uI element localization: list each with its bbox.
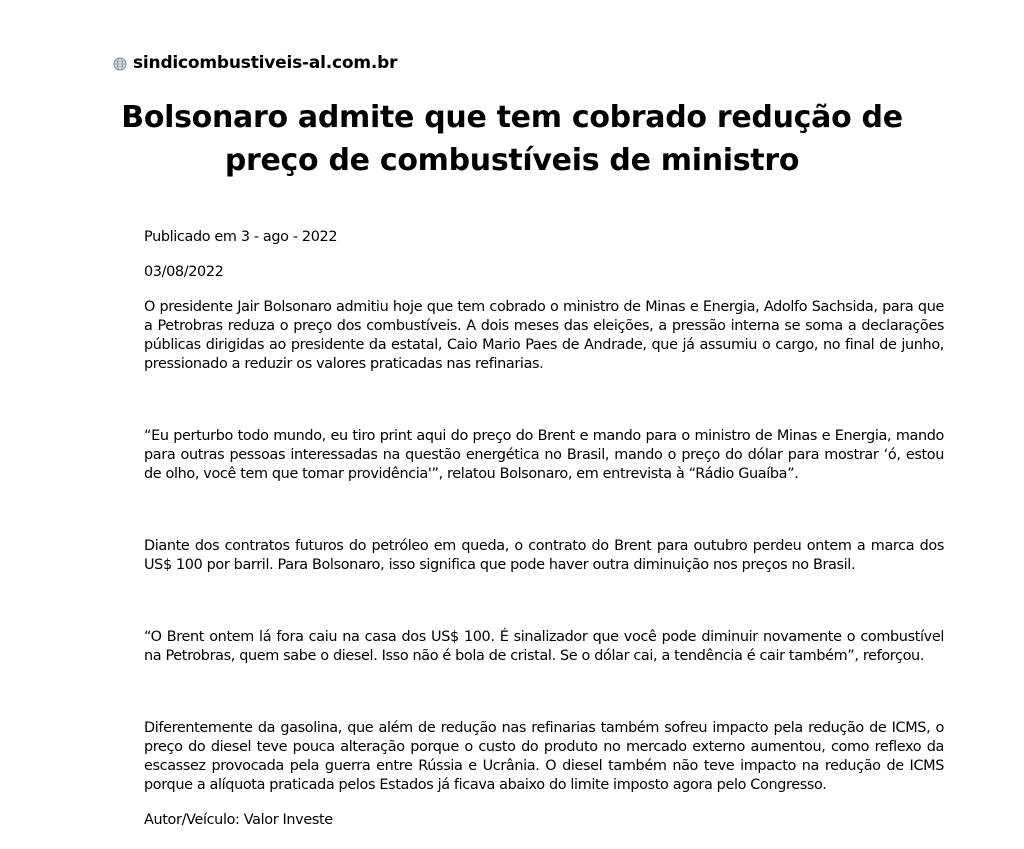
article-date: 03/08/2022 (144, 264, 224, 280)
globe-icon (113, 56, 127, 70)
article-paragraph: Diante dos contratos futuros do petróleo em queda, o contrato do Brent para outubro perdeu ontem a marca dos US$ 100 por barril. Para Bolsonaro, isso significa que pode haver outra diminuição nos preços no Brasil. (144, 538, 944, 573)
article-title: Bolsonaro admite que tem cobrado redução de preço de combustíveis de ministro (121, 100, 903, 178)
article-author: Autor/Veículo: Valor Investe (144, 812, 333, 828)
article-paragraph: “Eu perturbo todo mundo, eu tiro print aqui do preço do Brent e mando para o ministro de Minas e Energia, mando para outras pessoas interessadas na questão energética no Brasil, mando o preço do dólar para mostrar ‘ó, estou de olho, você tem que tomar providência'”, relatou Bolsonaro, em entrevista à “Rádio Guaíba”. (144, 428, 944, 482)
site-name: sindicombustiveis-al.com.br (133, 53, 398, 73)
article-paragraph: Diferentemente da gasolina, que além de redução nas refinarias também sofreu impacto pela redução de ICMS, o preço do diesel teve pouca alteração porque o custo do produto no mercado externo aumentou, como reflexo da escassez provocada pela guerra entre Rússia e Ucrânia. O diesel também não teve impacto na redução de ICMS porque a alíquota praticada pelos Estados já ficava abaixo do limite imposto agora pelo Congresso. (144, 720, 944, 793)
article-body (144, 228, 944, 830)
article-paragraph: O presidente Jair Bolsonaro admitiu hoje que tem cobrado o ministro de Minas e Energia, Adolfo Sachsida, para que a Petrobras reduza o preço dos combustíveis. A dois meses das eleições, a pressão interna se soma a declarações públicas dirigidas ao presidente da estatal, Caio Mario Paes de Andrade, que já assumiu o cargo, no final de junho, pressionado a reduzir os valores praticadas nas refinarias. (144, 299, 944, 372)
published-date: Publicado em 3 - ago - 2022 (144, 229, 338, 245)
site-header (113, 53, 397, 73)
article-paragraph: “O Brent ontem lá fora caiu na casa dos US$ 100. É sinalizador que você pode diminuir novamente o combustível na Petrobras, quem sabe o diesel. Isso não é bola de cristal. Se o dólar cai, a tendência é cair também”, reforçou. (144, 629, 944, 664)
